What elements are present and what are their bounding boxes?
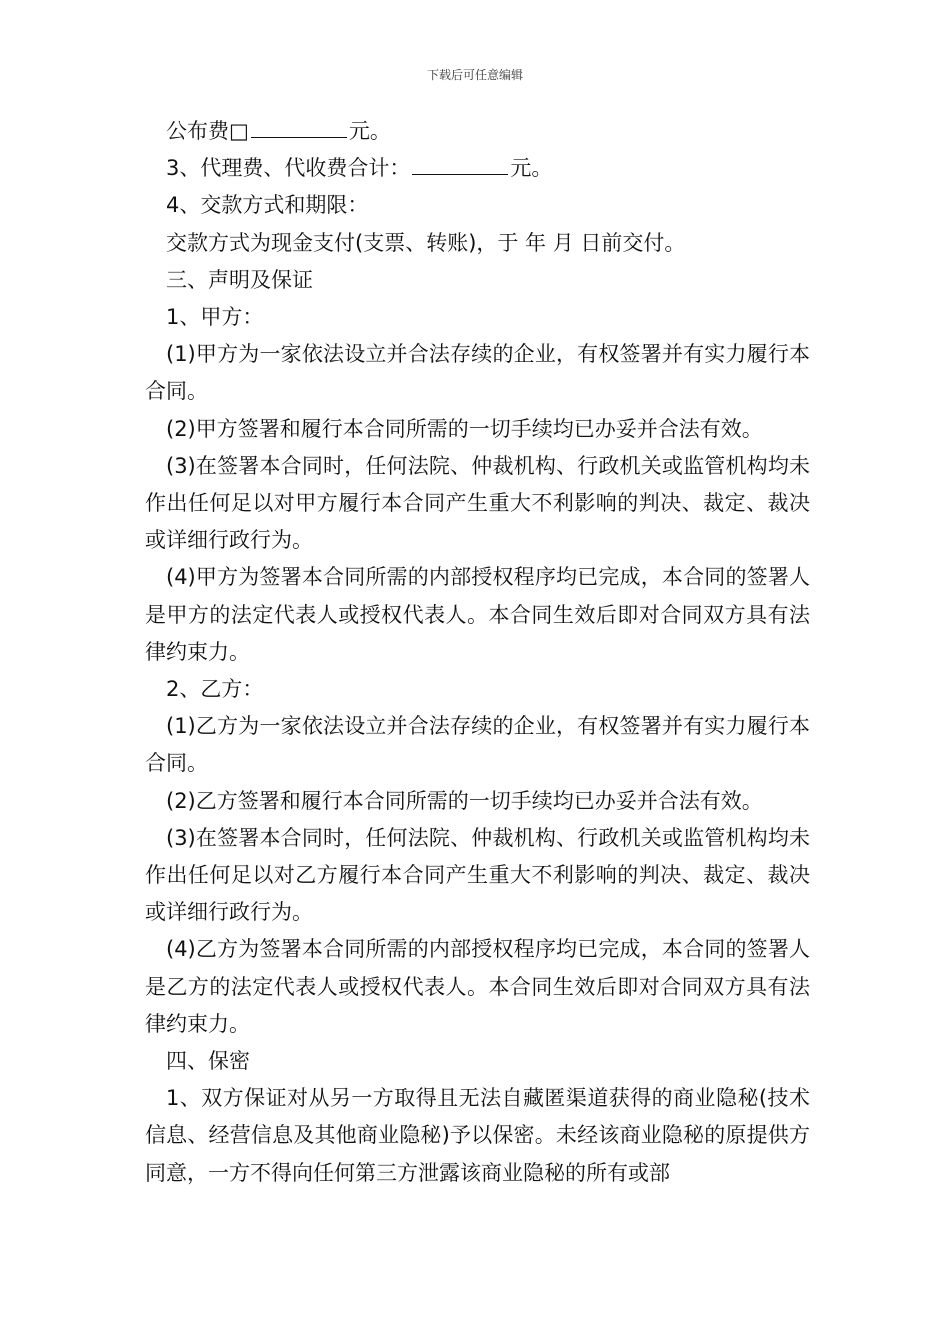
paragraph: (2)乙方签署和履行本合同所需的一切手续均已办妥并合法有效。	[166, 788, 763, 813]
page-header: 下载后可任意编辑	[426, 68, 523, 82]
fee-line-total: 3、代理费、代收费合计： 元。	[145, 150, 810, 187]
paragraph: (3)在签署本合同时，任何法院、仲裁机构、行政机关或监管机构均未作出任何足以对乙方履行本合同产生重大不利影响的判决、裁定、裁决或详细行政行为。	[145, 825, 810, 925]
section-heading: 四、保密	[166, 1049, 250, 1074]
paragraph: (4)甲方为签署本合同所需的内部授权程序均已完成，本合同的签署人是甲方的法定代表人或授权代表人。本合同生效后即对合同双方具有法律约束力。	[145, 565, 810, 664]
fee-line-publish: 公布费□ 元。	[145, 113, 810, 150]
fill-blank	[251, 115, 347, 138]
paragraph: (4)乙方为签署本合同所需的内部授权程序均已完成，本合同的签署人是乙方的法定代表人或授权代表人。本合同生效后即对合同双方具有法律约束力。	[145, 937, 810, 1036]
paragraph: (2)甲方签署和履行本合同所需的一切手续均已办妥并合法有效。	[166, 416, 763, 441]
paragraph: 4、交款方式和期限：	[166, 193, 369, 218]
fill-blank	[412, 152, 508, 175]
paragraph: (3)在签署本合同时，任何法院、仲裁机构、行政机关或监管机构均未作出任何足以对甲方履行本合同产生重大不利影响的判决、裁定、裁决或详细行政行为。	[145, 453, 810, 553]
paragraph: 1、双方保证对从另一方取得且无法自藏匿渠道获得的商业隐秘(技术信息、经营信息及其他商业隐秘)予以保密。未经该商业隐秘的原提供方同意，一方不得向任何第三方泄露该商业隐秘的所有或部	[145, 1086, 810, 1185]
subheading: 1、甲方：	[166, 305, 264, 330]
paragraph: (1)甲方为一家依法设立并合法存续的企业，有权签署并有实力履行本合同。	[145, 342, 810, 404]
section-heading: 三、声明及保证	[166, 267, 313, 292]
paragraph: (1)乙方为一家依法设立并合法存续的企业，有权签署并有实力履行本合同。	[145, 714, 810, 776]
paragraph: 交款方式为现金支付(支票、转账)，于 年 月 日前交付。	[166, 230, 686, 255]
document-body	[145, 113, 810, 1192]
subheading: 2、乙方：	[166, 677, 264, 702]
